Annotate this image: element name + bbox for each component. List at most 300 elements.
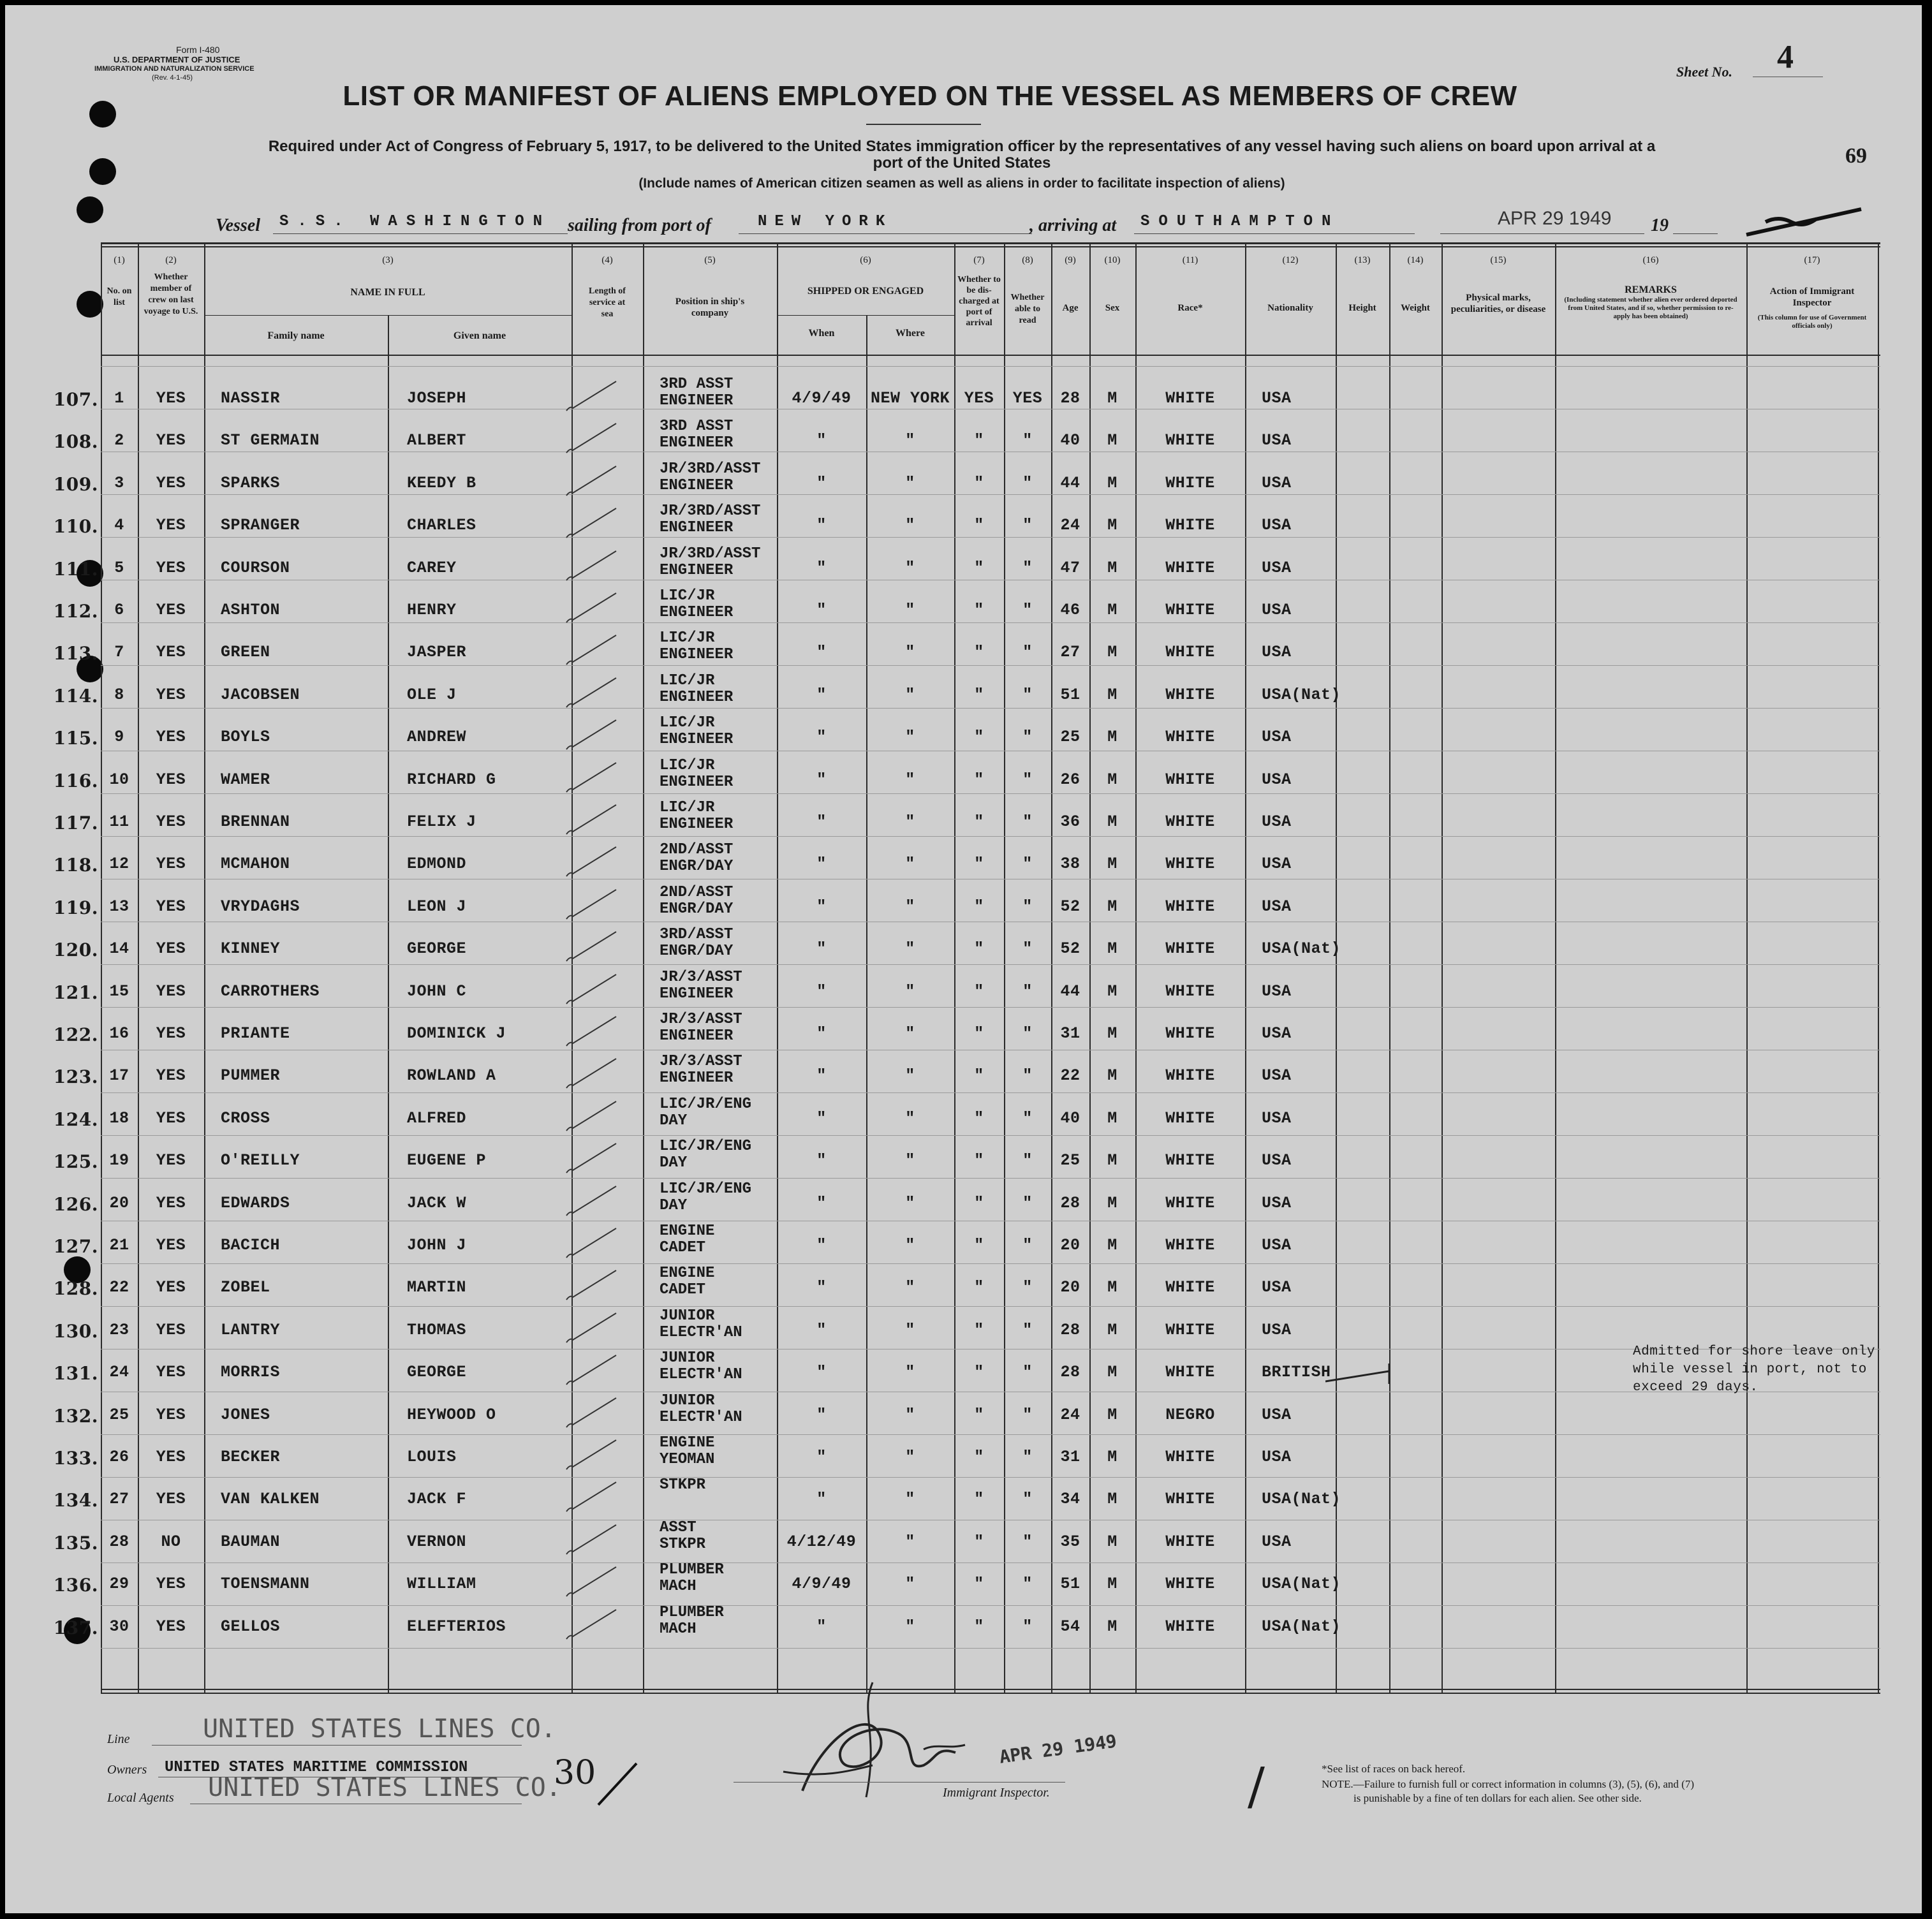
sex: M xyxy=(1107,1406,1117,1424)
shipped-where: " xyxy=(905,728,915,746)
given-name: HENRY xyxy=(407,601,457,619)
discharged: " xyxy=(974,1490,984,1508)
shipped-when: " xyxy=(816,897,827,916)
age: 36 xyxy=(1060,812,1080,831)
shipped-when: " xyxy=(816,1406,827,1424)
row-margin-number: 118. xyxy=(53,855,98,876)
col8-header: Whether able to read xyxy=(1010,293,1045,325)
given-name: JOHN C xyxy=(407,982,467,1001)
given-name: ELEFTERIOS xyxy=(407,1617,506,1636)
previous-voyage: YES xyxy=(156,1109,186,1128)
col12-header: Nationality xyxy=(1267,303,1313,313)
position-line-1: LIC/JR xyxy=(660,672,715,689)
shipped-when: " xyxy=(816,1617,827,1636)
race: WHITE xyxy=(1165,559,1215,577)
shipped-when: " xyxy=(816,431,827,450)
previous-voyage: YES xyxy=(156,431,186,450)
family-name: O'REILLY xyxy=(221,1151,300,1170)
row-number: 2 xyxy=(114,431,124,450)
nationality: USA(Nat) xyxy=(1262,939,1341,958)
position-line-1: JUNIOR xyxy=(660,1307,715,1325)
family-name: KINNEY xyxy=(221,939,281,958)
able-to-read: " xyxy=(1022,1533,1033,1551)
sex: M xyxy=(1107,643,1117,661)
sailing-port: NEW YORK xyxy=(758,213,893,230)
service-check-mark xyxy=(564,1267,621,1305)
discharged: " xyxy=(974,897,984,916)
position-line-2: ELECTR'AN xyxy=(660,1409,742,1426)
shipped-where: " xyxy=(905,1575,915,1593)
row-number: 17 xyxy=(109,1066,129,1085)
row-number: 11 xyxy=(109,812,129,831)
service-check-mark xyxy=(564,1351,621,1390)
shipped-when: " xyxy=(816,1321,827,1339)
position-line-1: JUNIOR xyxy=(660,1349,715,1367)
vessel-label: Vessel xyxy=(216,216,260,235)
service-check-mark xyxy=(564,631,621,670)
position-line-2: ENGINEER xyxy=(660,519,734,536)
sheet-number: 4 xyxy=(1777,39,1794,75)
position-line-2: CADET xyxy=(660,1239,706,1256)
family-name: ZOBEL xyxy=(221,1278,270,1297)
position-line-1: JR/3/ASST xyxy=(660,1011,742,1028)
sex: M xyxy=(1107,431,1117,450)
position-line-1: JR/3RD/ASST xyxy=(660,503,761,520)
row-number: 23 xyxy=(109,1321,129,1339)
scribble-mark xyxy=(1740,196,1868,247)
age: 52 xyxy=(1060,939,1080,958)
age: 28 xyxy=(1060,1363,1080,1381)
row-margin-number: 134. xyxy=(53,1490,98,1511)
previous-voyage: YES xyxy=(156,1066,186,1085)
row-margin-number: 123. xyxy=(53,1066,98,1087)
col13-number: (13) xyxy=(1354,255,1371,265)
required-text: Required under Act of Congress of February 5, 1917, to be delivered to the United States immigration officer by the representatives of any vessel having such aliens on board upon arrival at a xyxy=(268,138,1656,155)
col9-header: Age xyxy=(1062,303,1079,313)
row-number: 27 xyxy=(109,1490,129,1508)
sex: M xyxy=(1107,855,1117,873)
row-number: 1 xyxy=(114,389,124,408)
position-line-1: JR/3/ASST xyxy=(660,969,742,986)
shipped-where: " xyxy=(905,982,915,1001)
nationality: USA xyxy=(1262,1236,1292,1254)
ruled-line xyxy=(101,793,1880,794)
handwritten-count: 30 xyxy=(554,1754,596,1792)
row-margin-number: 120. xyxy=(53,939,98,960)
race: WHITE xyxy=(1165,812,1215,831)
position-line-1: ENGINE xyxy=(660,1265,715,1282)
able-to-read: " xyxy=(1022,982,1033,1001)
sailing-label: sailing from port of xyxy=(568,216,711,235)
previous-voyage: NO xyxy=(161,1533,181,1551)
given-name: DOMINICK J xyxy=(407,1024,506,1043)
ruled-line xyxy=(101,366,1880,367)
discharged: " xyxy=(974,728,984,746)
family-name: MCMAHON xyxy=(221,855,290,873)
row-margin-number: 127. xyxy=(53,1236,98,1257)
age: 44 xyxy=(1060,474,1080,492)
given-name: ANDREW xyxy=(407,728,467,746)
position-line-1: JR/3RD/ASST xyxy=(660,460,761,478)
age: 28 xyxy=(1060,1194,1080,1212)
given-name: HEYWOOD O xyxy=(407,1406,496,1424)
col6-where-header: Where xyxy=(896,328,925,339)
col10-number: (10) xyxy=(1104,255,1121,265)
position-line-1: LIC/JR/ENG xyxy=(660,1138,752,1155)
nationality: USA xyxy=(1262,643,1292,661)
row-number: 19 xyxy=(109,1151,129,1170)
shipped-where: " xyxy=(905,1490,915,1508)
row-number: 18 xyxy=(109,1109,129,1128)
age: 38 xyxy=(1060,855,1080,873)
ruled-line xyxy=(101,1178,1880,1179)
shipped-when: " xyxy=(816,686,827,704)
race: WHITE xyxy=(1165,1151,1215,1170)
shipped-when: " xyxy=(816,1109,827,1128)
race: WHITE xyxy=(1165,643,1215,661)
shipped-when: 4/9/49 xyxy=(792,389,852,408)
shipped-where: " xyxy=(905,1194,915,1212)
agency-service: IMMIGRATION AND NATURALIZATION SERVICE xyxy=(94,65,254,73)
col16-number: (16) xyxy=(1642,255,1659,265)
discharged: " xyxy=(974,686,984,704)
family-name: JACOBSEN xyxy=(221,686,300,704)
sex: M xyxy=(1107,728,1117,746)
given-name: RICHARD G xyxy=(407,770,496,789)
penalty-note: NOTE.—Failure to furnish full or correct information in columns (3), (5), (6), and (7) xyxy=(1322,1778,1694,1790)
shipped-where: " xyxy=(905,1617,915,1636)
previous-voyage: YES xyxy=(156,728,186,746)
previous-voyage: YES xyxy=(156,686,186,704)
service-check-mark xyxy=(564,547,621,585)
race: WHITE xyxy=(1165,897,1215,916)
position-line-2: ENGINEER xyxy=(660,392,734,409)
ruled-line xyxy=(101,665,1880,666)
position-line-1: 2ND/ASST xyxy=(660,884,734,901)
position-line-1: ASST xyxy=(660,1519,697,1536)
shipped-when: " xyxy=(816,1151,827,1170)
previous-voyage: YES xyxy=(156,897,186,916)
family-name: SPARKS xyxy=(221,474,281,492)
discharged: " xyxy=(974,855,984,873)
manifest-page xyxy=(5,5,1922,1913)
remark-line-3: exceed 29 days. xyxy=(1633,1380,1759,1395)
position-line-2: ENGINEER xyxy=(660,985,734,1003)
position-line-2: ENGR/DAY xyxy=(660,858,734,875)
given-name: FELIX J xyxy=(407,812,476,831)
position-line-2: DAY xyxy=(660,1197,688,1214)
position-line-1: PLUMBER xyxy=(660,1561,724,1578)
race: WHITE xyxy=(1165,982,1215,1001)
nationality: USA xyxy=(1262,1194,1292,1212)
race: WHITE xyxy=(1165,855,1215,873)
nationality: USA xyxy=(1262,601,1292,619)
row-margin-number: 108. xyxy=(53,431,98,452)
shipped-where: " xyxy=(905,1363,915,1381)
previous-voyage: YES xyxy=(156,1236,186,1254)
arrival-date-stamp: APR 29 1949 xyxy=(1498,208,1612,229)
shipped-when: " xyxy=(816,474,827,492)
col5-header: Position in ship's company xyxy=(675,297,745,318)
service-check-mark xyxy=(564,1055,621,1093)
position-line-2: ENGR/DAY xyxy=(660,943,734,960)
previous-voyage: YES xyxy=(156,1024,186,1043)
age: 31 xyxy=(1060,1024,1080,1043)
given-name: VERNON xyxy=(407,1533,467,1551)
ruled-line xyxy=(101,622,1880,623)
age: 28 xyxy=(1060,389,1080,408)
row-margin-number: 133. xyxy=(53,1448,98,1469)
shipped-when: " xyxy=(816,516,827,534)
position-line-1: 2ND/ASST xyxy=(660,841,734,858)
able-to-read: " xyxy=(1022,643,1033,661)
col7-number: (7) xyxy=(973,255,985,265)
able-to-read: " xyxy=(1022,1278,1033,1297)
family-name: BRENNAN xyxy=(221,812,290,831)
row-margin-number: 110. xyxy=(53,516,98,537)
shipped-when: " xyxy=(816,559,827,577)
service-check-mark xyxy=(564,1224,621,1263)
position-line-2: ENGINEER xyxy=(660,646,734,663)
remark-line-2: while vessel in port, not to xyxy=(1633,1362,1867,1377)
family-name: COURSON xyxy=(221,559,290,577)
race: WHITE xyxy=(1165,1533,1215,1551)
position-line-2: ENGINEER xyxy=(660,774,734,791)
shipped-where: " xyxy=(905,1109,915,1128)
row-margin-number: 111. xyxy=(53,559,98,580)
family-name: TOENSMANN xyxy=(221,1575,310,1593)
discharged: " xyxy=(974,643,984,661)
row-margin-number: 121. xyxy=(53,982,98,1003)
service-check-mark xyxy=(564,928,621,966)
discharged: " xyxy=(974,770,984,789)
ruled-line xyxy=(101,1135,1880,1136)
service-check-mark xyxy=(564,1478,621,1517)
discharged: " xyxy=(974,1448,984,1466)
nationality: USA xyxy=(1262,1278,1292,1297)
ruled-line xyxy=(101,1092,1880,1093)
position-line-2: ENGINEER xyxy=(660,477,734,494)
shipped-when: " xyxy=(816,812,827,831)
able-to-read: " xyxy=(1022,601,1033,619)
shipped-where: " xyxy=(905,643,915,661)
owners-label: Owners xyxy=(107,1763,147,1777)
nationality: USA xyxy=(1262,559,1292,577)
row-number: 22 xyxy=(109,1278,129,1297)
ruled-line xyxy=(101,964,1880,965)
sex: M xyxy=(1107,1278,1117,1297)
nationality: USA xyxy=(1262,855,1292,873)
shipped-where: " xyxy=(905,1151,915,1170)
col3-given-header: Given name xyxy=(453,330,506,341)
position-line-1: JR/3RD/ASST xyxy=(660,545,761,562)
age: 20 xyxy=(1060,1278,1080,1297)
shipped-when: " xyxy=(816,601,827,619)
col2-number: (2) xyxy=(165,255,177,265)
row-margin-number: 132. xyxy=(53,1406,98,1427)
row-number: 8 xyxy=(114,686,124,704)
race: WHITE xyxy=(1165,770,1215,789)
nationality: USA(Nat) xyxy=(1262,1490,1341,1508)
col11-number: (11) xyxy=(1182,255,1198,265)
col4-number: (4) xyxy=(601,255,613,265)
nationality: USA xyxy=(1262,1533,1292,1551)
family-name: JONES xyxy=(221,1406,270,1424)
family-name: VAN KALKEN xyxy=(221,1490,320,1508)
able-to-read: " xyxy=(1022,1617,1033,1636)
previous-voyage: YES xyxy=(156,770,186,789)
race: WHITE xyxy=(1165,1024,1215,1043)
position-line-2: ENGINEER xyxy=(660,604,734,621)
position-line-2: ENGINEER xyxy=(660,1027,734,1045)
position-line-2: ENGINEER xyxy=(660,816,734,833)
position-line-2: ENGINEER xyxy=(660,689,734,706)
bracket-line xyxy=(1325,1362,1402,1388)
year-prefix: 19 xyxy=(1651,216,1669,235)
discharged: " xyxy=(974,1024,984,1043)
sex: M xyxy=(1107,686,1117,704)
family-name: NASSIR xyxy=(221,389,281,408)
race: WHITE xyxy=(1165,1575,1215,1593)
able-to-read: " xyxy=(1022,1490,1033,1508)
nationality: USA xyxy=(1262,1151,1292,1170)
col12-number: (12) xyxy=(1282,255,1299,265)
race: WHITE xyxy=(1165,474,1215,492)
family-name: BECKER xyxy=(221,1448,281,1466)
row-margin-number: 119. xyxy=(53,897,98,918)
previous-voyage: YES xyxy=(156,939,186,958)
family-name: SPRANGER xyxy=(221,516,300,534)
row-number: 6 xyxy=(114,601,124,619)
row-number: 7 xyxy=(114,643,124,661)
given-name: ALFRED xyxy=(407,1109,467,1128)
family-name: GELLOS xyxy=(221,1617,281,1636)
nationality: USA xyxy=(1262,1448,1292,1466)
col17-subheader: (This column for use of Government officials only) xyxy=(1757,314,1867,330)
shipped-where: " xyxy=(905,1448,915,1466)
row-margin-number: 113. xyxy=(53,643,98,664)
shipped-when: " xyxy=(816,728,827,746)
col6-number: (6) xyxy=(860,255,871,265)
ruled-line xyxy=(101,1434,1880,1435)
race: WHITE xyxy=(1165,1363,1215,1381)
form-number: Form I-480 xyxy=(176,45,220,55)
position-line-2: DAY xyxy=(660,1112,688,1129)
service-check-mark xyxy=(564,886,621,924)
family-name: BAUMAN xyxy=(221,1533,281,1551)
race: WHITE xyxy=(1165,1236,1215,1254)
col15-number: (15) xyxy=(1490,255,1507,265)
age: 34 xyxy=(1060,1490,1080,1508)
given-name: KEEDY B xyxy=(407,474,476,492)
local-agents-label: Local Agents xyxy=(107,1791,174,1805)
position-line-1: LIC/JR xyxy=(660,757,715,774)
row-number: 24 xyxy=(109,1363,129,1381)
page-number: 69 xyxy=(1845,144,1867,168)
row-number: 21 xyxy=(109,1236,129,1254)
age: 28 xyxy=(1060,1321,1080,1339)
age: 24 xyxy=(1060,516,1080,534)
race: WHITE xyxy=(1165,1194,1215,1212)
nationality: USA(Nat) xyxy=(1262,1575,1341,1593)
col1-header: No. on list xyxy=(107,286,132,307)
shipped-where: " xyxy=(905,516,915,534)
ruled-line xyxy=(101,1306,1880,1307)
family-name: PUMMER xyxy=(221,1066,281,1085)
able-to-read: " xyxy=(1022,686,1033,704)
service-check-mark xyxy=(564,971,621,1009)
row-margin-number: 128. xyxy=(53,1278,98,1299)
shipped-when: " xyxy=(816,1024,827,1043)
able-to-read: " xyxy=(1022,897,1033,916)
age: 25 xyxy=(1060,1151,1080,1170)
previous-voyage: YES xyxy=(156,1617,186,1636)
race: WHITE xyxy=(1165,728,1215,746)
given-name: JACK F xyxy=(407,1490,467,1508)
ruled-line xyxy=(101,1562,1880,1563)
age: 40 xyxy=(1060,431,1080,450)
sex: M xyxy=(1107,559,1117,577)
arriving-label: , arriving at xyxy=(1029,216,1117,235)
given-name: THOMAS xyxy=(407,1321,467,1339)
row-margin-number: 115. xyxy=(53,728,98,749)
row-number: 14 xyxy=(109,939,129,958)
given-name: GEORGE xyxy=(407,1363,467,1381)
col6-when-header: When xyxy=(808,328,835,339)
punch-hole xyxy=(77,196,103,223)
ruled-line xyxy=(101,1263,1880,1264)
col15-header: Physical marks, peculiarities, or disease xyxy=(1450,293,1546,314)
service-check-mark xyxy=(564,589,621,628)
position-line-1: 3RD ASST xyxy=(660,418,734,435)
race: WHITE xyxy=(1165,516,1215,534)
discharged: " xyxy=(974,1321,984,1339)
family-name: ST GERMAIN xyxy=(221,431,320,450)
age: 20 xyxy=(1060,1236,1080,1254)
row-margin-number: 125. xyxy=(53,1151,98,1172)
sex: M xyxy=(1107,1490,1117,1508)
previous-voyage: YES xyxy=(156,1321,186,1339)
row-margin-number: 130. xyxy=(53,1321,98,1342)
local-agents-value: UNITED STATES LINES CO. xyxy=(208,1773,561,1802)
age: 22 xyxy=(1060,1066,1080,1085)
service-check-mark xyxy=(564,674,621,712)
arriving-port: SOUTHAMPTON xyxy=(1140,213,1340,230)
shipped-where: " xyxy=(905,1278,915,1297)
position-line-2: ENGINEER xyxy=(660,562,734,579)
nationality: USA xyxy=(1262,474,1292,492)
vessel-name: S.S. WASHINGTON xyxy=(279,213,552,230)
discharged: " xyxy=(974,1278,984,1297)
row-number: 13 xyxy=(109,897,129,916)
position-line-1: LIC/JR xyxy=(660,714,715,732)
row-number: 15 xyxy=(109,982,129,1001)
service-check-mark xyxy=(564,1140,621,1178)
service-check-mark xyxy=(564,1436,621,1474)
given-name: JOSEPH xyxy=(407,389,467,408)
discharged: " xyxy=(974,1194,984,1212)
age: 26 xyxy=(1060,770,1080,789)
discharged: " xyxy=(974,1236,984,1254)
previous-voyage: YES xyxy=(156,643,186,661)
sex: M xyxy=(1107,982,1117,1001)
family-name: GREEN xyxy=(221,643,270,661)
nationality: USA xyxy=(1262,1321,1292,1339)
row-margin-number: 107. xyxy=(53,389,98,410)
row-number: 25 xyxy=(109,1406,129,1424)
punch-hole xyxy=(89,101,116,128)
col11-header: Race* xyxy=(1177,303,1203,313)
